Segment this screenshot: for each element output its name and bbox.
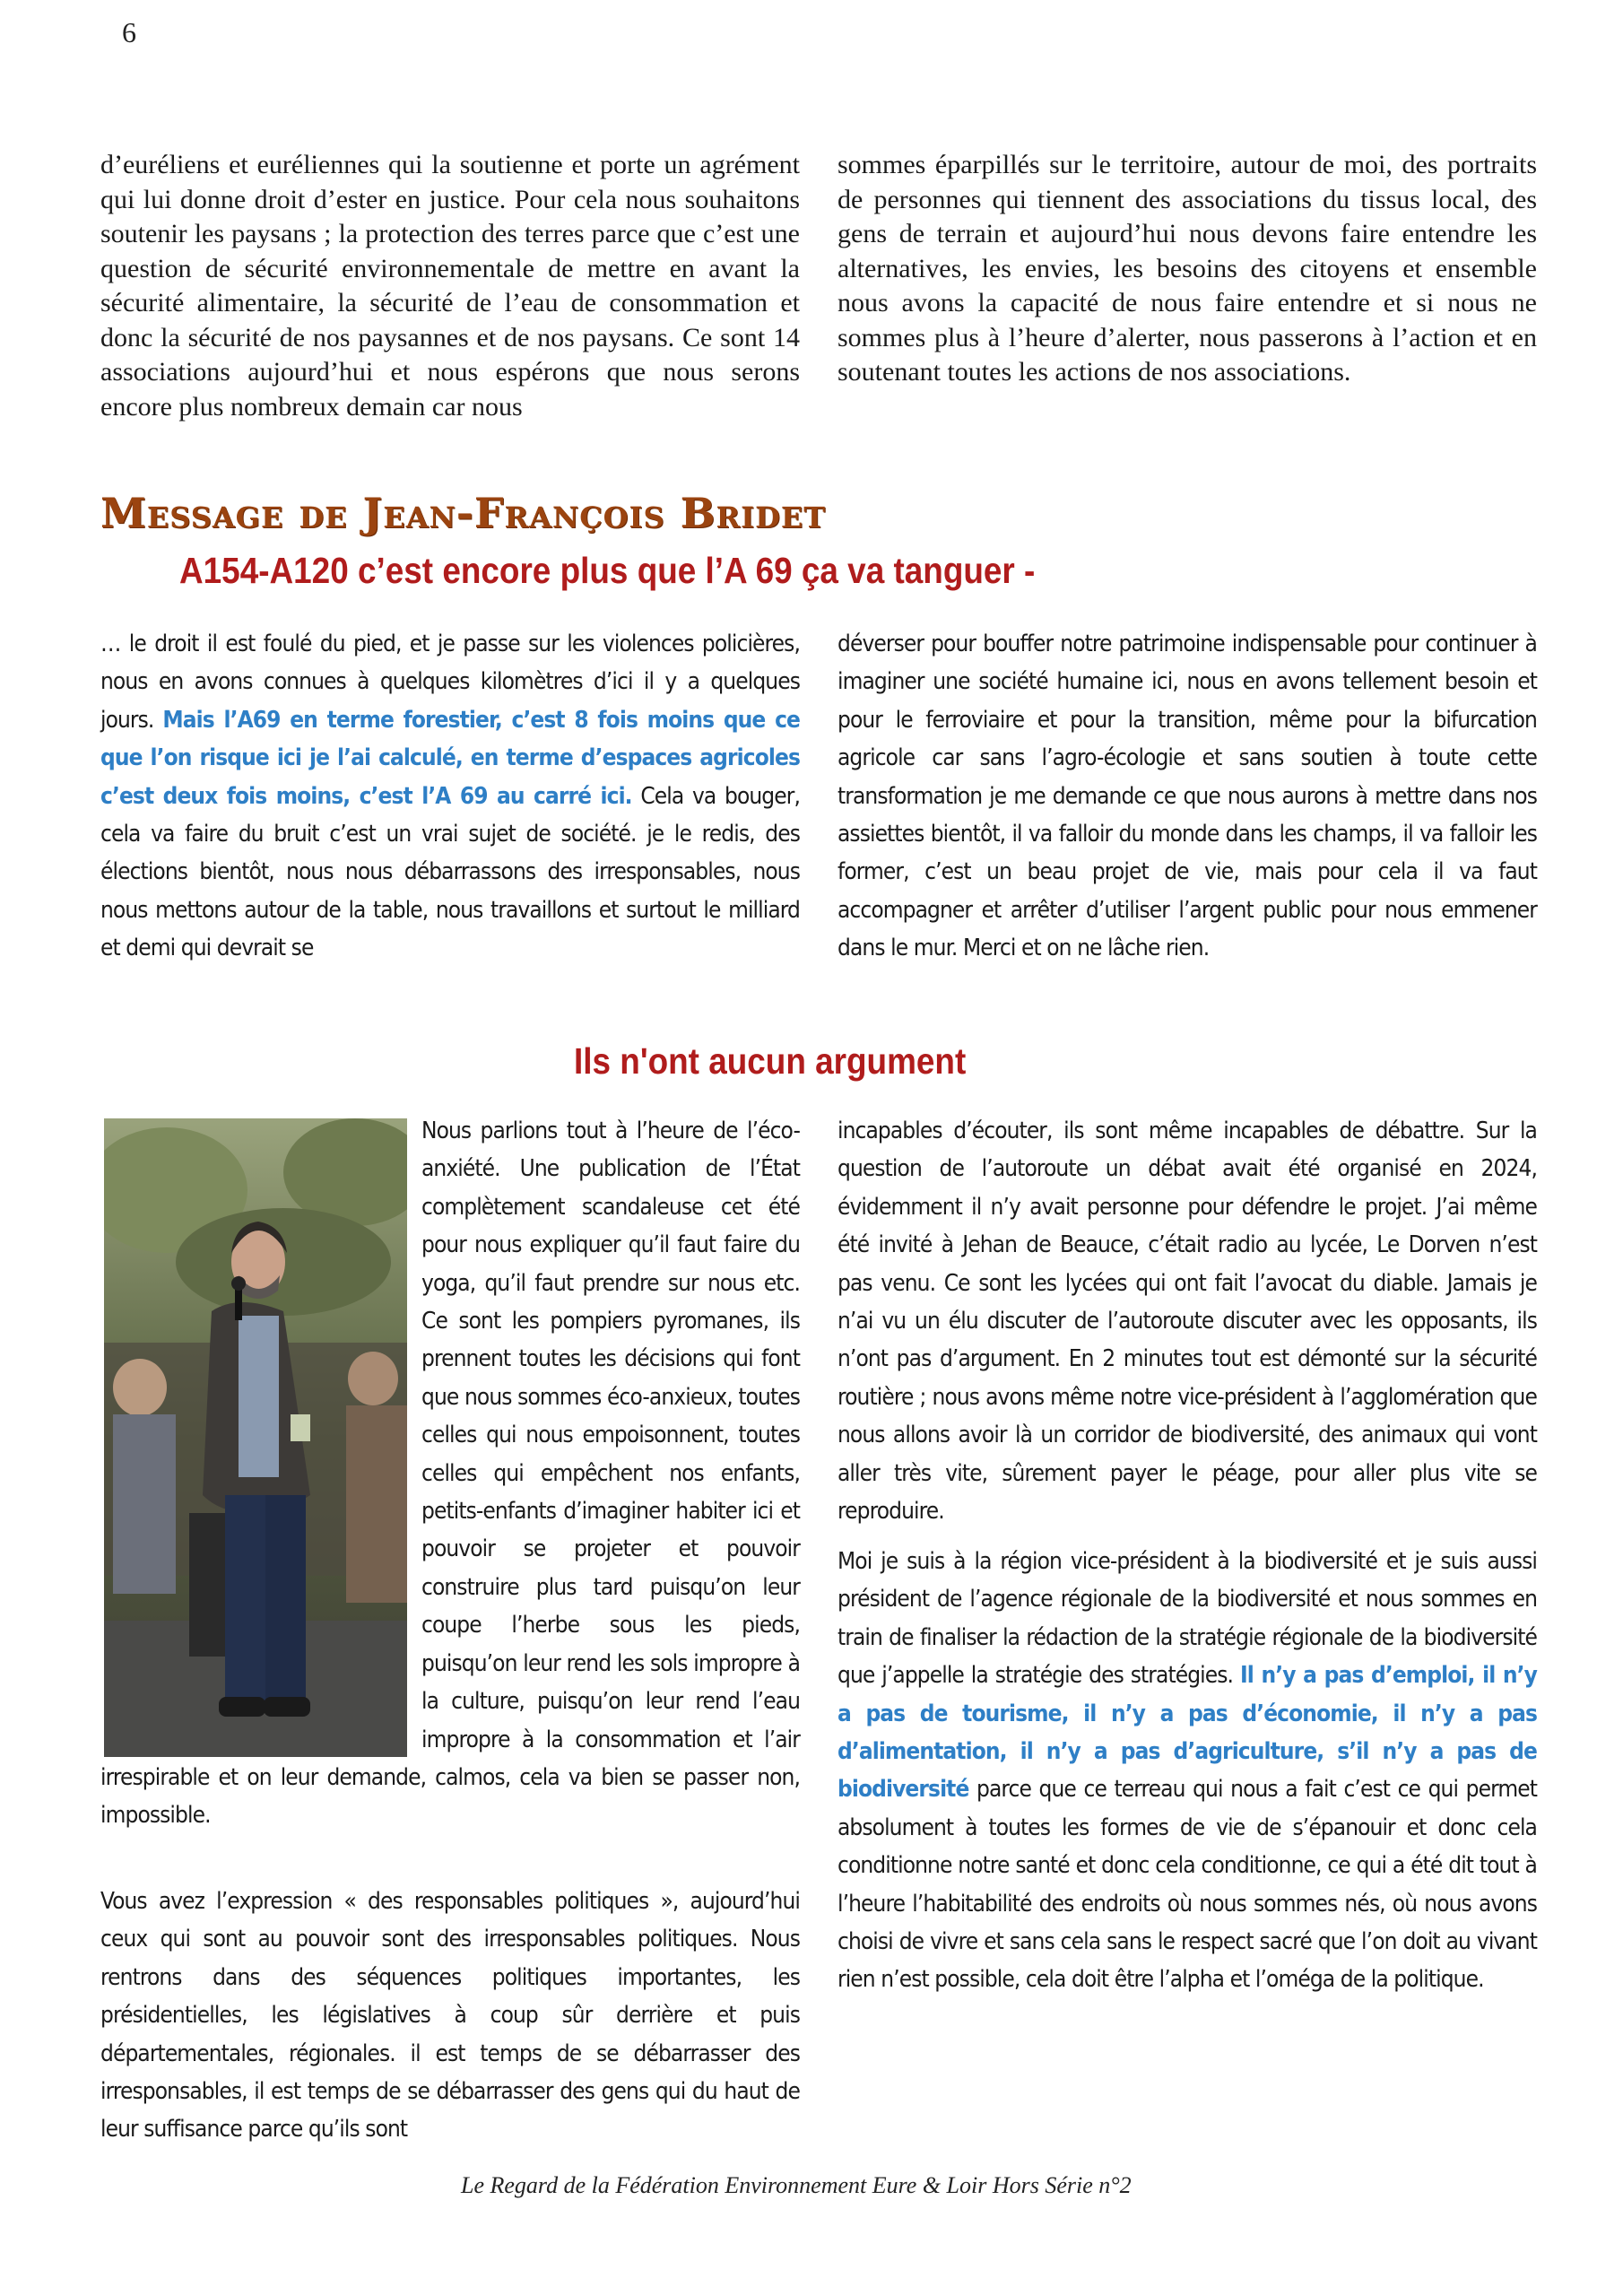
part1-left-text-b: Cela va bouger, cela va faire du bruit c’est un vrai sujet de société. je le redis, des élections bientôt, nous nous débarrassons des irresponsables, nous nous mettons autour de la table, nous travaillons et surtout le milliard et demi qui devrait se xyxy=(100,782,800,962)
section2-subtitle: Ils n'ont aucun argument xyxy=(574,1040,967,1082)
page-number: 6 xyxy=(122,16,136,48)
part1-left-highlight: Mais l’A69 en terme forestier, c’est 8 fois moins que ce que l’on risque ici je l’ai calculé, en terme d’espaces agricoles c’est deux fois moins, c’est l’A 69 au carré ici. xyxy=(100,706,800,810)
part2-left-paragraph-1-text: Nous parlions tout à l’heure de l’éco-anxiété. Une publication de l’État complètement scandaleuse cet été pour nous expliquer qu’il faut faire du yoga, qu’il faut prendre sur nous etc. Ce sont les pompiers pyromanes, ils prennent toutes les décisions qui font que nous sommes éco-anxieux, toutes celles qui nous empoisonnent, toutes celles qui empêchent nos enfants, petits-enfants d’imaginer habiter ici et pouvoir se projeter et pouvoir construire plus tard puisqu’on leur coupe l’herbe sous les pieds, puisqu’on leur rend les sols impropre à la culture, puisqu’on leur rend l’eau impropre à la consommation et l’air irrespirable et on leur demande, calmos, cela va bien se passer non, impossible. xyxy=(100,1118,800,1830)
part2-left-paragraph-2: Vous avez l’expression « des responsables politiques », aujourd’hui ceux qui sont au pouvoir sont des irresponsables politiques. Nous rentrons dans des séquences politiques importantes, les présidentielles, les législatives à coup sûr derrière et puis départementales, régionales. il est temps de se débarrasser des irresponsables, il est temps de se débarrasser des gens qui du haut de leur suffisance parce qu’ils sont xyxy=(100,1888,800,2144)
part2-left-paragraph-1 xyxy=(100,1112,800,1835)
part2-right-text-b: parce que ce terreau qui nous a fait c’est ce qui permet absolument à toutes les formes de vie de s’épanouir et donc cela conditionne notre santé et donc cela conditionne, ce qui a été dit tout à l’heure l’habitabilité des endroits où nous sommes nés, où nous avons choisi de vivre et sans cela sans le respect sacré que l’on doit au vivant rien n’est possible, cela doit être l’alpha et l’oméga de la politique. xyxy=(838,1776,1537,1994)
footer: Le Regard de la Fédération Environnement Eure & Loir Hors Série n°2 xyxy=(461,2172,1132,2198)
photo-float-spacer xyxy=(100,1112,421,1756)
part1-left-column xyxy=(100,625,800,968)
part2-right-paragraph-1: incapables d’écouter, ils sont même incapables de débattre. Sur la question de l’autoroute un débat avait été organisé en 2024, évidemment il n’y avait personne pour défendre le projet. J’ai même été invité à Jehan de Beauce, c’était radio au lycée, Le Dorven n’est pas venu. Ce sont les lycées qui ont fait l’avocat du diable. Jamais je n’ai vu un élu discuter de l’autoroute discuter avec les opposants, ils n’ont pas d’argument. En 2 minutes tout est démonté sur la sécurité routière ; nous avons même notre vice-président à l’agglomération que nous allons avoir là un corridor de biodiversité, des animaux qui vont aller très vite, sûrement payer le péage, pour aller plus vite se reproduire. xyxy=(838,1118,1537,1526)
section-title: Message de Jean-François Bridet xyxy=(100,489,827,537)
part1-left-text-a: … le droit il est foulé du pied, et je passe sur les violences policières, nous en avons connues à quelques kilomètres d’ici il y a quelques jours. xyxy=(100,631,800,734)
part2-right-highlight: Il n’y a pas d’emploi, il n’y a pas de tourisme, il n’y a pas d’économie, il n’y a pas d’alimentation, il n’y a pas d’agriculture, s’il n’y a pas de biodiversité xyxy=(838,1662,1537,1804)
intro-left-column: d’euréliens et euréliennes qui la soutienne et porte un agrément qui lui donne droit d’ester en justice. Pour cela nous souhaitons soutenir les paysans ; la protection des terres parce que c’est une question de sécurité environnementale de mettre en avant la sécurité alimentaire, la sécurité de l’eau de consommation et donc la sécurité de nos paysannes et de nos paysans. Ce sont 14 associations aujourd’hui et nous espérons que nous serons encore plus nombreux demain car nous xyxy=(100,150,800,422)
section-subtitle: A154-A120 c’est encore plus que l’A 69 ça va tanguer - xyxy=(179,550,1036,591)
part2-right-text-a: Moi je suis à la région vice-président à la biodiversité et je suis aussi président de l’agence régionale de la biodiversité et nous sommes en train de finaliser la rédaction de la stratégie régionale de la biodiversité que j’appelle la stratégie des stratégies. xyxy=(838,1548,1537,1690)
part2-right-paragraph-2 xyxy=(838,1543,1537,1999)
intro-right-column: sommes éparpillés sur le territoire, autour de moi, des portraits de personnes qui tiennent des associations du tissus local, des gens de terrain et aujourd’hui nous devons faire entendre les alternatives, les envies, les besoins des citoyens et ensemble nous avons la capacité de nous faire entendre et si nous ne sommes plus à l’heure d’alerter, nous passerons à l’action et en soutenant toutes les actions de nos associations. xyxy=(838,150,1537,387)
part1-right-column: déverser pour bouffer notre patrimoine indispensable pour continuer à imaginer une société humaine ici, nous en avons tellement besoin et pour le ferroviaire et pour la transition, même pour la bifurcation agricole car sans l’agro-écologie et sans soutien à toute cette transformation je me demande ce que nous aurons à mettre dans nos assiettes bientôt, il va falloir du monde dans les champs, il va falloir les former, c’est un beau projet de vie, mais pour cela il va faut accompagner et arrêter d’utiliser l’argent public pour nous emmener dans le mur. Merci et on ne lâche rien. xyxy=(838,631,1537,962)
